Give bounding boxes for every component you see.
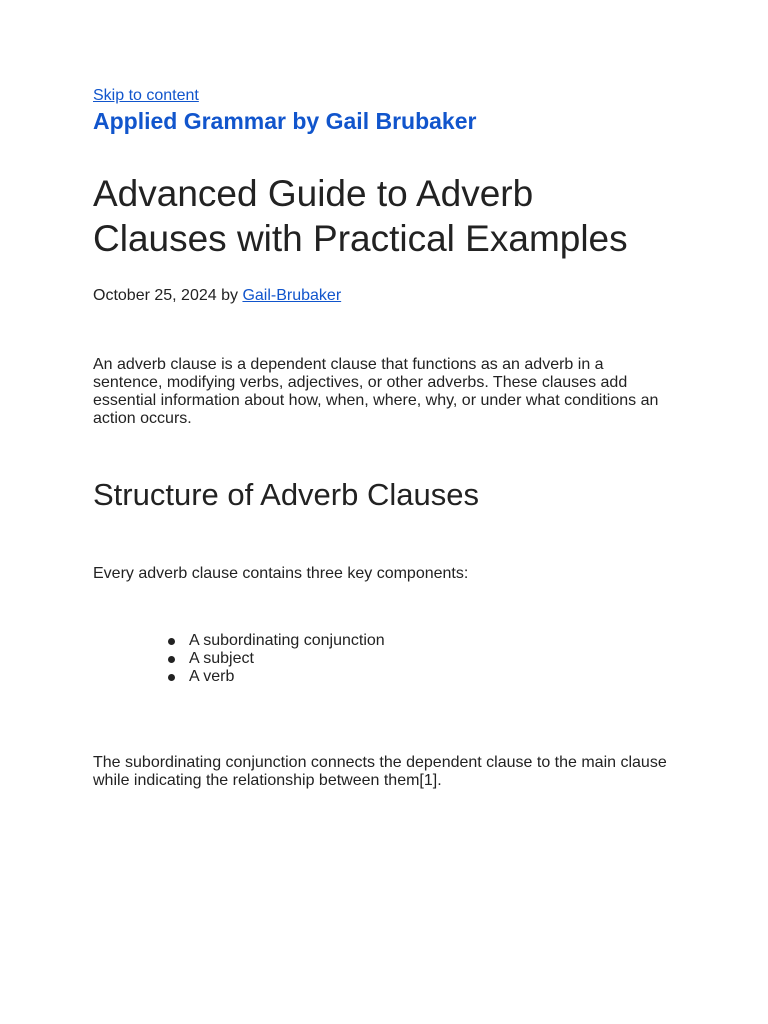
list-item: A subject bbox=[167, 650, 673, 668]
skip-to-content-link[interactable]: Skip to content bbox=[93, 87, 199, 104]
components-list bbox=[93, 632, 673, 686]
list-item: A subordinating conjunction bbox=[167, 632, 673, 650]
post-date: October 25, 2024 bbox=[93, 287, 217, 304]
article-title: Advanced Guide to Adverb Clauses with Practical Examples bbox=[93, 173, 628, 259]
intro-paragraph: An adverb clause is a dependent clause that functions as an adverb in a sentence, modifying verbs, adjectives, or other adverbs. These clauses add essential information about how, when, where, why, or under what conditions an action occurs. bbox=[93, 356, 659, 427]
closing-paragraph: The subordinating conjunction connects the dependent clause to the main clause while indicating the relationship between them[1]. bbox=[93, 754, 667, 789]
author-link[interactable]: Gail-Brubaker bbox=[242, 287, 342, 304]
components-lead-paragraph: Every adverb clause contains three key components: bbox=[93, 565, 469, 582]
section-heading: Structure of Adverb Clauses bbox=[93, 477, 479, 512]
post-meta bbox=[93, 285, 673, 307]
page-content bbox=[93, 86, 673, 790]
list-item: A verb bbox=[167, 668, 673, 686]
byline-label: by bbox=[221, 287, 238, 304]
site-title-link[interactable]: Applied Grammar by Gail Brubaker bbox=[93, 108, 477, 134]
